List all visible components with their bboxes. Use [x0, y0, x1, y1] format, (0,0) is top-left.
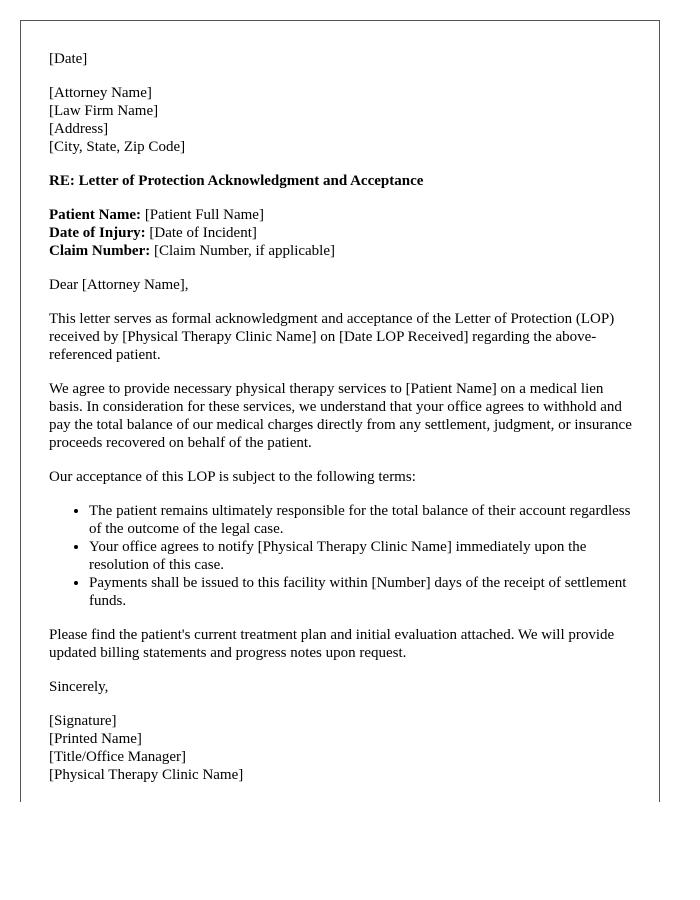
claim-number-row: [49, 242, 639, 260]
terms-list: [49, 502, 639, 610]
date: [Date]: [49, 51, 88, 67]
paragraph-attachments: Please find the patient's current treatment plan and initial evaluation attached. We will provide updated billing statements and progress notes upon request.: [49, 627, 615, 661]
claim-number-value: [Claim Number, if applicable]: [154, 243, 336, 259]
paragraph-terms-intro: Our acceptance of this LOP is subject to the following terms:: [49, 469, 416, 485]
patient-name-row: [49, 206, 639, 224]
recipient-address: [49, 84, 639, 156]
re-line: RE: Letter of Protection Acknowledgment and Acceptance: [49, 173, 424, 189]
term-item: • The patient remains ultimately responsible for the total balance of their account regardless of the outcome of the legal case.: [89, 502, 639, 538]
term-item: • Your office agrees to notify [Physical Therapy Clinic Name] immediately upon the resolution of this case.: [89, 538, 639, 574]
term-item: • Payments shall be issued to this facility within [Number] days of the receipt of settlement funds.: [89, 574, 639, 610]
closing: Sincerely,: [49, 679, 109, 695]
city-state-zip: [City, State, Zip Code]: [49, 139, 186, 155]
date-of-injury-row: [49, 224, 639, 242]
signer-title: [Title/Office Manager]: [49, 749, 187, 765]
patient-name-value: [Patient Full Name]: [144, 207, 264, 223]
letter-body: [49, 50, 639, 784]
date-of-injury-value: [Date of Incident]: [149, 225, 257, 241]
address: [Address]: [49, 121, 109, 137]
clinic-name: [Physical Therapy Clinic Name]: [49, 767, 244, 783]
patient-name-label: Patient Name:: [49, 207, 142, 223]
signature: [Signature]: [49, 713, 117, 729]
case-details: [49, 206, 639, 260]
law-firm-name: [Law Firm Name]: [49, 103, 159, 119]
attorney-name: [Attorney Name]: [49, 85, 152, 101]
paragraph-acknowledgment: This letter serves as formal acknowledgment and acceptance of the Letter of Protection (LOP) received by [Physical Therapy Clinic Name] on [Date LOP Received] regarding the above-referenced patient.: [49, 311, 615, 363]
claim-number-label: Claim Number:: [49, 243, 151, 259]
printed-name: [Printed Name]: [49, 731, 142, 747]
date-line: [49, 50, 639, 68]
paragraph-lien-agreement: We agree to provide necessary physical therapy services to [Patient Name] on a medical lien basis. In consideration for these services, we understand that your office agrees to withhold and pay the total balance of our medical charges directly from any settlement, judgment, or insurance proceeds recovered on behalf of the patient.: [49, 381, 632, 451]
letter-page: [20, 20, 660, 802]
date-of-injury-label: Date of Injury:: [49, 225, 146, 241]
signature-block: [49, 712, 639, 784]
salutation: Dear [Attorney Name],: [49, 277, 189, 293]
